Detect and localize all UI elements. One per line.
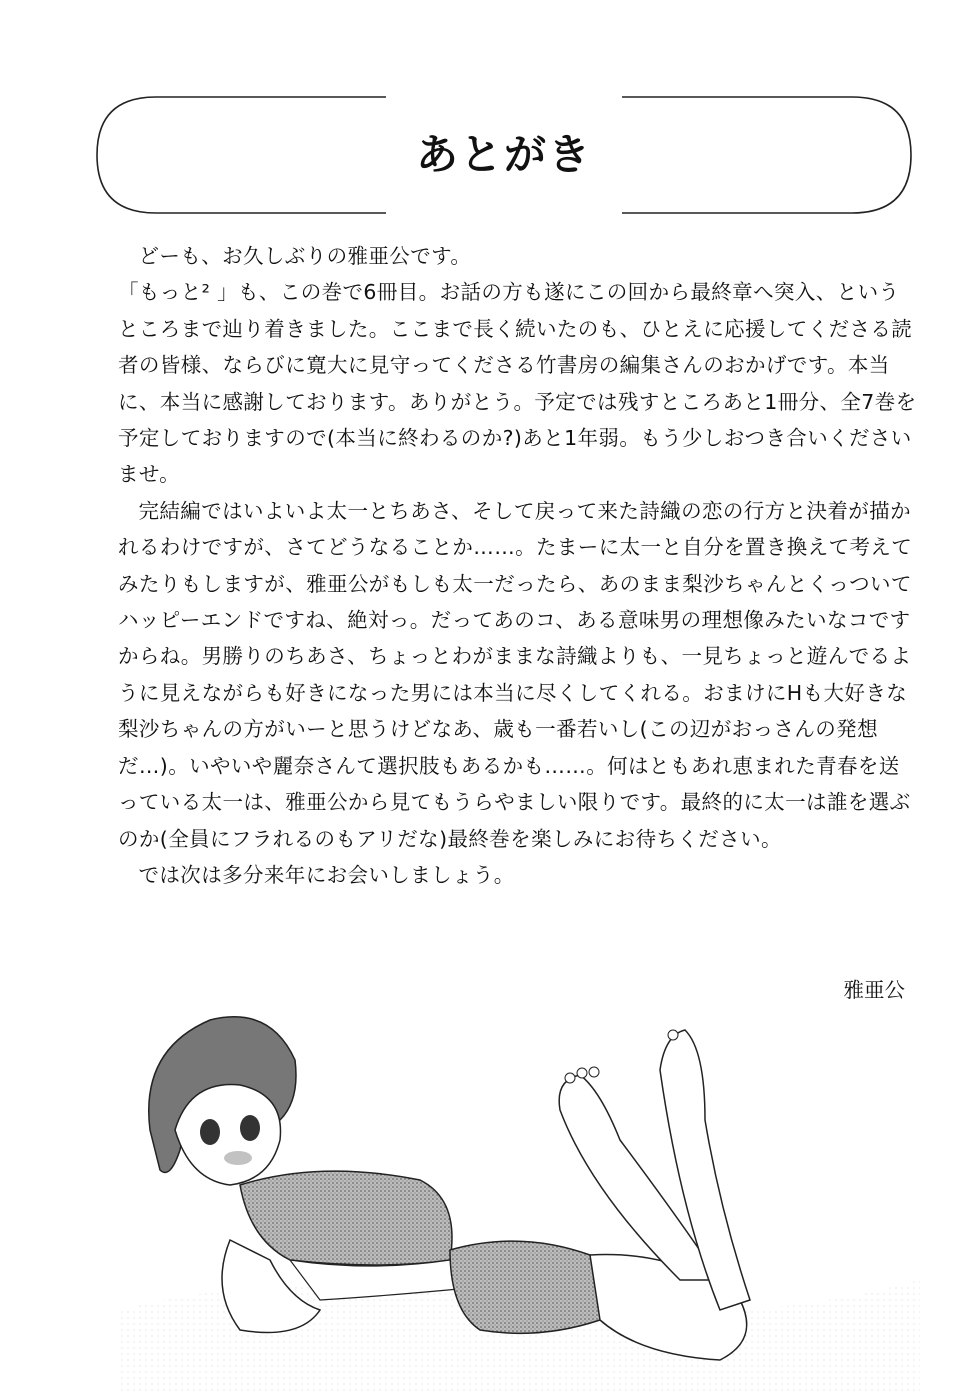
paragraph-progress: 「もっと² 」も、この巻で6冊目。お話の方も遂にこの回から最終章へ突入、というところまで辿り着きました。ここまで長く続いたのも、ひとえに応援してくださる読者の皆様、ならびに寛大に見守ってくださる竹書房の編集さんのおかげです。本当に、本当に感謝しております。ありがとう。予定では残すところあと1冊分、全7巻を予定しておりますので(本当に終わるのか?)あと1年弱。もう少しおつき合いくださいませ。 bbox=[118, 280, 917, 487]
girl-drawing bbox=[120, 1010, 920, 1395]
title-frame bbox=[96, 96, 912, 214]
afterword-body bbox=[118, 238, 918, 893]
author-signature: 雅亜公 bbox=[843, 978, 905, 1002]
illustration-girl-lying bbox=[120, 1010, 920, 1395]
page-title: あとがき bbox=[415, 130, 592, 179]
paragraph-greeting: どーも、お久しぶりの雅亜公です。 bbox=[138, 244, 472, 268]
paragraph-finale: 完結編ではいよいよ太一とちあさ、そして戻って来た詩織の恋の行方と決着が描かれるわけですが、さてどうなることか……。たまーに太一と自分を置き換えて考えてみたりもしますが、雅亜公がもしも太一だったら、あのまま梨沙ちゃんとくっついてハッピーエンドですね、絶対っ。だってあのコ、ある意味男の理想像みたいなコですからね。男勝りのちあさ、ちょっとわがままな詩織よりも、一見ちょっと遊んでるように見えながらも好きになった男には本当に尽くしてくれる。おまけにHも大好きな梨沙ちゃんの方がいーと思うけどなあ、歳も一番若いし(この辺がおっさんの発想だ…)。いやいや麗奈さんて選択肢もあるかも……。何はともあれ恵まれた青春を送っている太一は、雅亜公から見てもうらやましい限りです。最終的に太一は誰を選ぶのか(全員にフラれるのもアリだな)最終巻を楽しみにお待ちください。 bbox=[118, 498, 913, 851]
paragraph-farewell: では次は多分来年にお会いしましょう。 bbox=[138, 862, 515, 887]
